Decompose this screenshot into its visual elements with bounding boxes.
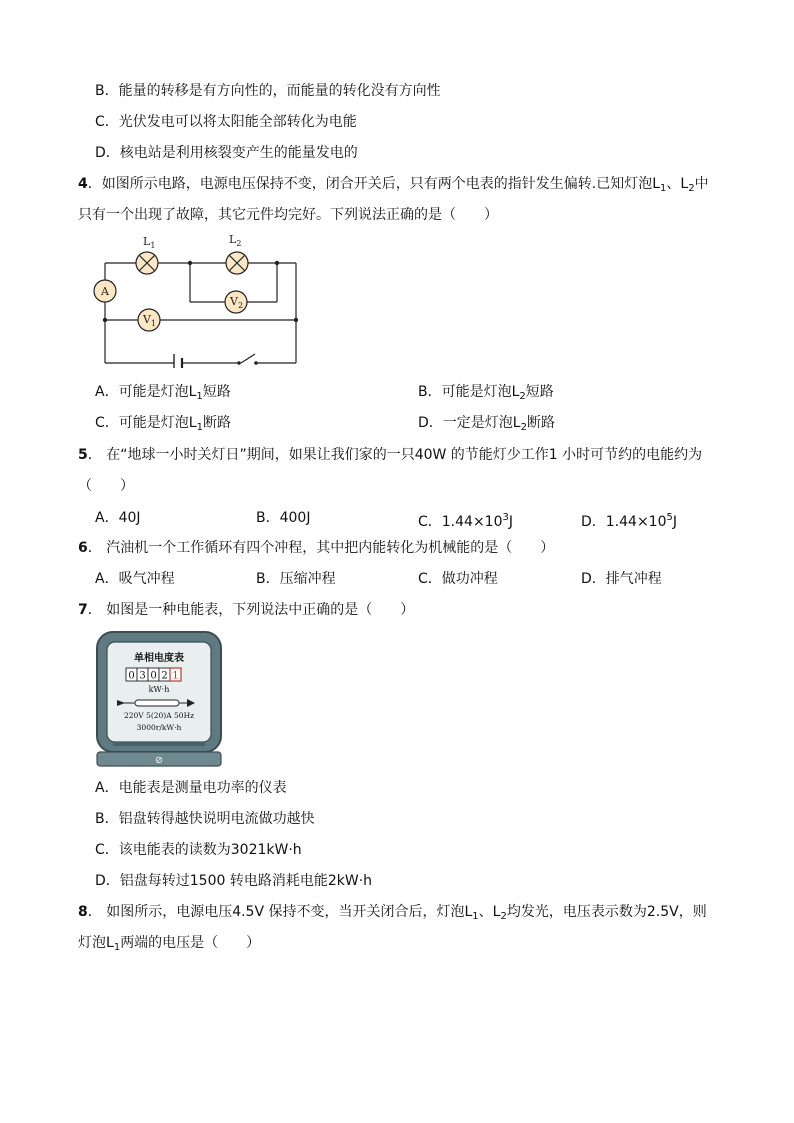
q6-option-d: D．排气冲程 xyxy=(581,571,662,587)
q4-option-c: C．可能是灯泡$L_1$断路 xyxy=(95,415,231,433)
q4-option-a: A．可能是灯泡$L_1$短路 xyxy=(95,384,231,402)
q8-stem-line2: 灯泡$L_1$两端的电压是（ ） xyxy=(78,935,261,953)
q3-option-d: D．核电站是利用核裂变产生的能量发电的 xyxy=(95,145,358,161)
lamp-l2-label: L xyxy=(229,233,237,246)
q6-stem: 6． 汽油机一个工作循环有四个冲程，其中把内能转化为机械能的是（ ） xyxy=(78,540,555,556)
q4-option-b: B．可能是灯泡$L_2$短路 xyxy=(418,384,554,402)
meter-digit-3: 0 xyxy=(150,670,157,682)
svg-text:V2: $V_2$ xyxy=(230,295,244,310)
q5-stem-line2: （ ） xyxy=(78,478,134,494)
meter-knob-icon: ⊘ xyxy=(154,755,164,766)
meter-rev: 3000r/kW·h xyxy=(136,723,182,732)
q7-number: 7 xyxy=(78,602,88,618)
q5-option-c: C．$1.44\times 10^3J$ xyxy=(418,512,514,530)
meter-spec: 220V 5(20)A 50Hz xyxy=(123,711,195,720)
lamp-l1-label: L xyxy=(143,235,151,248)
q7-option-b: B．铝盘转得越快说明电流做功越快 xyxy=(95,811,315,827)
q6-option-a: A．吸气冲程 xyxy=(95,571,175,587)
q5-number: 5 xyxy=(78,447,88,463)
q8-stem-line1: 8． 如图所示，电源电压4.5V 保持不变，当开关闭合后，灯泡$L_1$、$L_2$均发光，电压表示数为2.5V，则 xyxy=(78,904,707,922)
meter-digit-5: 1 xyxy=(172,670,179,682)
ammeter-label: A xyxy=(101,285,109,298)
q4-number: 4 xyxy=(78,176,88,192)
meter-digit-4: 2 xyxy=(161,670,168,682)
lamp-l2-icon xyxy=(226,252,248,274)
electric-meter-figure xyxy=(95,630,223,770)
q4-circuit-diagram xyxy=(90,232,305,368)
lamp-l1-icon xyxy=(136,252,158,274)
meter-title: 单相电度表 xyxy=(134,653,184,664)
q7-stem: 7． 如图是一种电能表，下列说法中正确的是（ ） xyxy=(78,602,415,618)
q5-option-d: D．$1.44\times 10^5J$ xyxy=(581,512,678,530)
q4-option-d: D．一定是灯泡$L_2$断路 xyxy=(418,415,555,433)
q4-stem-line1: 4．如图所示电路，电源电压保持不变，闭合开关后，只有两个电表的指针发生偏转.已知灯泡$L_1$、$L_2$中 xyxy=(78,176,709,194)
q7-option-a: A．电能表是测量电功率的仪表 xyxy=(95,780,287,796)
svg-text:L2: $L_2$ xyxy=(229,233,242,248)
q5-stem-line1: 5． 在“地球一小时关灯日”期间，如果让我们家的一只40W 的节能灯少工作1 小时可节约的电能约为 xyxy=(78,447,703,463)
svg-text:V1: $V_1$ xyxy=(143,313,157,328)
q6-number: 6 xyxy=(78,540,88,556)
q6-option-b: B．压缩冲程 xyxy=(256,571,336,587)
q5-option-b: B．400J xyxy=(256,510,311,526)
q7-option-d: D．铝盘每转过1500 转电路消耗电能2kW·h xyxy=(95,873,373,889)
meter-digit-1: 0 xyxy=(128,670,135,682)
voltmeter-v1-label: V xyxy=(143,313,151,326)
svg-text:L1: $L_1$ xyxy=(143,235,156,250)
q8-number: 8 xyxy=(78,904,88,920)
q6-option-c: C．做功冲程 xyxy=(418,571,498,587)
q4-stem-line2: 只有一个出现了故障，其它元件均完好。下列说法正确的是（ ） xyxy=(78,207,498,223)
q3-option-b: B．能量的转移是有方向性的，而能量的转化没有方向性 xyxy=(95,83,441,99)
q5-option-a: A．40J xyxy=(95,510,141,526)
q7-option-c: C．该电能表的读数为3021kW·h xyxy=(95,842,302,858)
voltmeter-v2-label: V xyxy=(230,295,238,308)
meter-digit-2: 3 xyxy=(139,670,146,682)
q3-option-c: C．光伏发电可以将太阳能全部转化为电能 xyxy=(95,114,357,130)
meter-unit: kW·h xyxy=(148,685,170,694)
